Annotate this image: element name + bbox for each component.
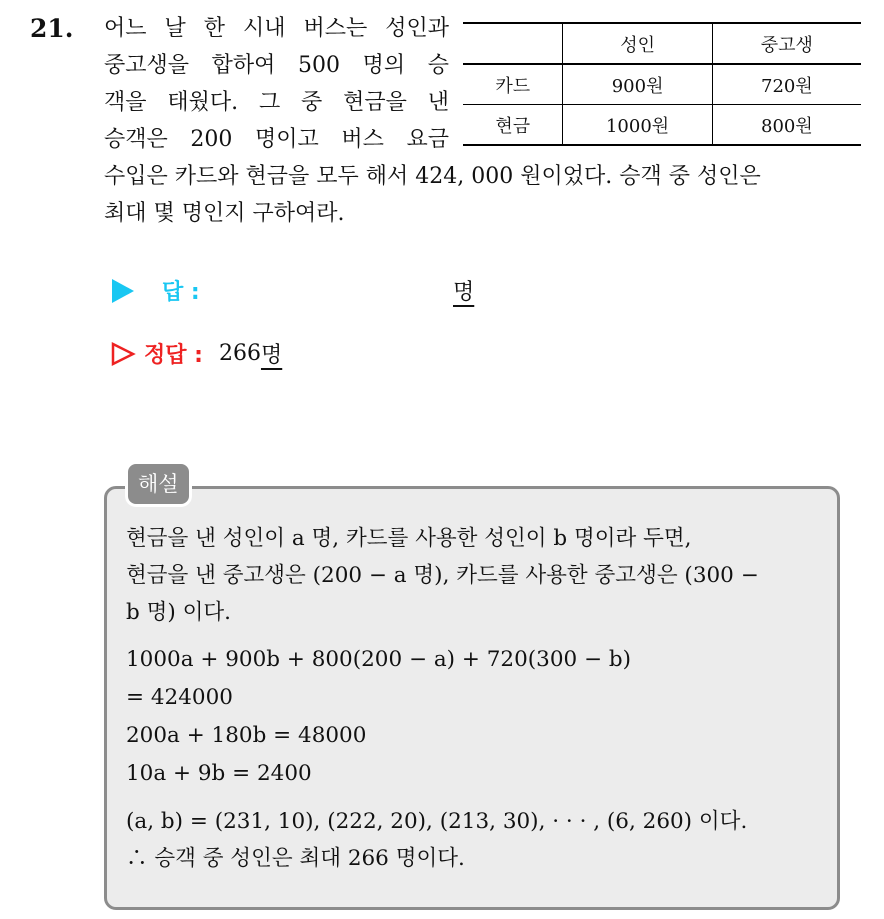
question-line: 최대 몇 명인지 구하여라. (104, 201, 345, 226)
correct-answer-value: 266 (218, 341, 261, 366)
price-table-cell: 800원 (712, 105, 861, 146)
price-table-header (463, 23, 861, 64)
explanation-equation: 200a + 180b = 48000 (126, 723, 367, 748)
price-table-cell: 현금 (463, 105, 563, 146)
play-triangle-icon (112, 279, 134, 303)
explanation-intro-line: 현금을 낸 중고생은 (200 − a 명), 카드를 사용한 중고생은 (300 − (126, 563, 759, 588)
question-text-narrow (104, 10, 449, 158)
explanation-equation: 10a + 9b = 2400 (126, 761, 312, 786)
price-table-cell: 900원 (563, 64, 712, 105)
question-line: 승객은 200 명이고 버스 요금 (104, 127, 449, 152)
explanation-body (126, 520, 826, 877)
price-table-cell: 1000원 (563, 105, 712, 146)
price-table-header-cell: 중고생 (712, 23, 861, 64)
question-number: 21. (30, 14, 74, 43)
question-line: 수입은 카드와 현금을 모두 해서 424, 000 원이었다. 승객 중 성인은 (104, 164, 761, 189)
explanation-tab: 해설 (128, 464, 189, 504)
explanation-equation: 1000a + 900b + 800(200 − a) + 720(300 − b) (126, 647, 632, 672)
price-table-cell: 720원 (712, 64, 861, 105)
price-table-header-cell: 성인 (563, 23, 712, 64)
question-line: 중고생을 합하여 500 명의 승 (104, 53, 449, 78)
answer-label: 답 : (162, 280, 200, 305)
correct-answer-unit: 명 (260, 343, 283, 368)
question-text-full (104, 158, 864, 232)
explanation-conclusion-line: (a, b) = (231, 10), (222, 20), (213, 30), · · · , (6, 260) 이다. (126, 809, 748, 834)
answer-unit: 명 (453, 280, 475, 305)
answer-row (112, 275, 200, 306)
question-line: 어느 날 한 시내 버스는 성인과 (104, 16, 449, 41)
price-table-header-cell (463, 23, 563, 64)
explanation-intro-line: b 명) 이다. (126, 600, 231, 625)
explanation-equation: = 424000 (126, 685, 233, 710)
price-table (463, 22, 861, 146)
explanation-conclusion-line: ∴ 승객 중 성인은 최대 266 명이다. (126, 846, 465, 871)
price-table-cell: 카드 (463, 64, 563, 105)
correct-answer-label: 정답 : (144, 343, 203, 368)
explanation-intro-line: 현금을 낸 성인이 a 명, 카드를 사용한 성인이 b 명이라 두면, (126, 526, 692, 551)
price-table-row (463, 64, 861, 105)
outline-triangle-icon (110, 341, 136, 367)
question-line: 객을 태웠다. 그 중 현금을 낸 (104, 90, 449, 115)
price-table-row (463, 105, 861, 146)
correct-answer-row (110, 338, 282, 369)
